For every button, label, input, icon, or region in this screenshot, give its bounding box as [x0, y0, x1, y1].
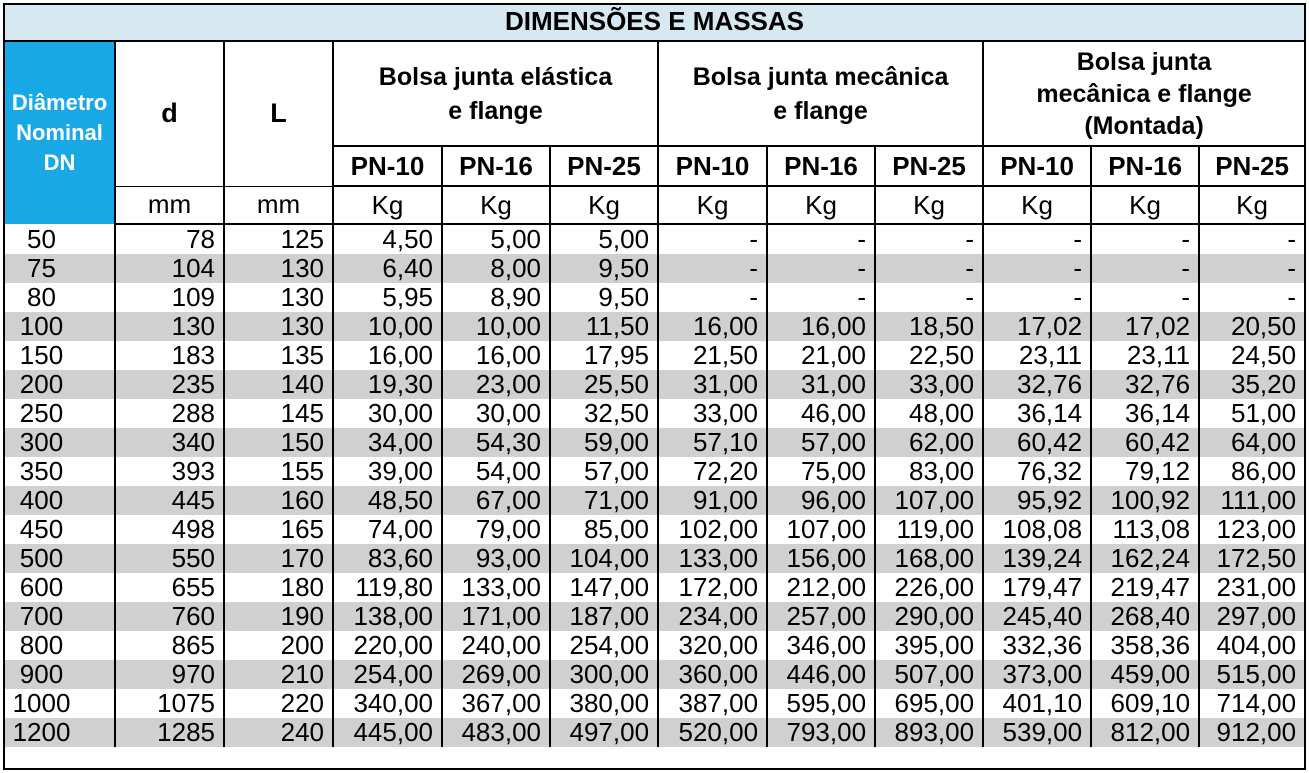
table-cell: 108,08 [983, 515, 1091, 544]
dn-header-line3: DN [43, 150, 76, 175]
table-cell: 57,00 [550, 457, 658, 486]
table-cell: 1285 [115, 718, 224, 747]
table-cell: 240 [224, 718, 333, 747]
table-cell: 212,00 [767, 573, 875, 602]
table-cell: 31,00 [658, 370, 767, 399]
group2-line2: e flange [773, 96, 868, 125]
dn-cell: 150 [5, 341, 115, 370]
unit-cell: Kg [767, 186, 875, 224]
table-cell: 497,00 [550, 718, 658, 747]
table-cell: 235 [115, 370, 224, 399]
table-cell: 16,00 [442, 341, 550, 370]
table-cell: 130 [224, 283, 333, 312]
table-cell: 133,00 [658, 544, 767, 573]
unit-cell: Kg [1091, 186, 1199, 224]
table-cell: 76,32 [983, 457, 1091, 486]
table-cell: 156,00 [767, 544, 875, 573]
unit-cell: mm [224, 186, 333, 224]
table-cell: 183 [115, 341, 224, 370]
dn-cell: 450 [5, 515, 115, 544]
table-cell: 4,50 [333, 224, 442, 254]
table-cell: 520,00 [658, 718, 767, 747]
table-cell: 119,80 [333, 573, 442, 602]
dn-cell: 900 [5, 660, 115, 689]
table-cell: 138,00 [333, 602, 442, 631]
dn-header-line2: Nominal [16, 120, 103, 145]
table-row [5, 602, 1304, 631]
table-cell: 21,50 [658, 341, 767, 370]
table-cell: 59,00 [550, 428, 658, 457]
unit-cell: Kg [550, 186, 658, 224]
table-cell: 64,00 [1199, 428, 1304, 457]
dn-cell: 350 [5, 457, 115, 486]
table-cell: 459,00 [1091, 660, 1199, 689]
table-cell: 145 [224, 399, 333, 428]
table-cell: 48,50 [333, 486, 442, 515]
table-cell: 10,00 [333, 312, 442, 341]
dn-header-line1: Diâmetro [11, 90, 108, 115]
table-cell: 104,00 [550, 544, 658, 573]
dn-cell: 250 [5, 399, 115, 428]
table-cell: - [767, 224, 875, 254]
table-row [5, 515, 1304, 544]
table-cell: 609,10 [1091, 689, 1199, 718]
table-cell: 130 [224, 254, 333, 283]
table-cell: 60,42 [1091, 428, 1199, 457]
table-cell: - [1091, 283, 1199, 312]
table-cell: 18,50 [875, 312, 983, 341]
unit-cell: Kg [333, 186, 442, 224]
table-cell: 16,00 [658, 312, 767, 341]
unit-cell: Kg [442, 186, 550, 224]
table-cell: 180 [224, 573, 333, 602]
table-cell: 245,40 [983, 602, 1091, 631]
table-cell: 219,47 [1091, 573, 1199, 602]
pn-header: PN-10 [333, 146, 442, 186]
table-cell: 93,00 [442, 544, 550, 573]
table-row [5, 544, 1304, 573]
table-cell: 11,50 [550, 312, 658, 341]
table-cell: 25,50 [550, 370, 658, 399]
table-cell: 57,10 [658, 428, 767, 457]
table-cell: 32,76 [1091, 370, 1199, 399]
table-cell: 8,00 [442, 254, 550, 283]
table-cell: 912,00 [1199, 718, 1304, 747]
table-cell: 54,30 [442, 428, 550, 457]
table-cell: 23,11 [983, 341, 1091, 370]
table-cell: 104 [115, 254, 224, 283]
table-row [5, 689, 1304, 718]
table-cell: 71,00 [550, 486, 658, 515]
table-cell: 162,24 [1091, 544, 1199, 573]
table-cell: - [983, 283, 1091, 312]
table-cell: 30,00 [442, 399, 550, 428]
group3-line1: Bolsa junta [1076, 47, 1212, 76]
table-cell: 123,00 [1199, 515, 1304, 544]
table-cell: 79,12 [1091, 457, 1199, 486]
table-cell: - [658, 254, 767, 283]
group3-line2: mecânica e flange [1036, 79, 1252, 108]
table-cell: 34,00 [333, 428, 442, 457]
table-cell: 498 [115, 515, 224, 544]
table-cell: 54,00 [442, 457, 550, 486]
table-cell: 539,00 [983, 718, 1091, 747]
table-cell: 595,00 [767, 689, 875, 718]
table-cell: 168,00 [875, 544, 983, 573]
table-cell: 445,00 [333, 718, 442, 747]
table-cell: 187,00 [550, 602, 658, 631]
table-cell: 72,20 [658, 457, 767, 486]
table-cell: 404,00 [1199, 631, 1304, 660]
table-cell: 970 [115, 660, 224, 689]
table-cell: 107,00 [875, 486, 983, 515]
table-cell: 515,00 [1199, 660, 1304, 689]
table-cell: 17,02 [1091, 312, 1199, 341]
table-cell: 60,42 [983, 428, 1091, 457]
table-cell: 254,00 [333, 660, 442, 689]
table-cell: 133,00 [442, 573, 550, 602]
table-cell: 85,00 [550, 515, 658, 544]
table-cell: 190 [224, 602, 333, 631]
table-cell: 51,00 [1199, 399, 1304, 428]
table-cell: 550 [115, 544, 224, 573]
table-cell: 57,00 [767, 428, 875, 457]
dn-cell: 500 [5, 544, 115, 573]
table-row [5, 718, 1304, 747]
pn-header: PN-10 [983, 146, 1091, 186]
table-row [5, 486, 1304, 515]
table-cell: 387,00 [658, 689, 767, 718]
table-cell: 19,30 [333, 370, 442, 399]
table-cell: 332,36 [983, 631, 1091, 660]
dimensions-table [5, 42, 1304, 747]
table-cell: - [983, 254, 1091, 283]
table-cell: 62,00 [875, 428, 983, 457]
table-cell: 220 [224, 689, 333, 718]
table-cell: 17,02 [983, 312, 1091, 341]
table-cell: 1075 [115, 689, 224, 718]
table-cell: 9,50 [550, 254, 658, 283]
table-cell: 36,14 [1091, 399, 1199, 428]
unit-cell: Kg [658, 186, 767, 224]
group-header-elastica [333, 42, 658, 146]
table-cell: 226,00 [875, 573, 983, 602]
table-cell: 340,00 [333, 689, 442, 718]
table-cell: 760 [115, 602, 224, 631]
table-row [5, 660, 1304, 689]
table-cell: 147,00 [550, 573, 658, 602]
group3-line3: (Montada) [1084, 111, 1204, 140]
table-row [5, 399, 1304, 428]
table-row [5, 370, 1304, 399]
table-body [5, 224, 1304, 747]
group1-line1: Bolsa junta elástica [378, 62, 613, 91]
table-cell: 220,00 [333, 631, 442, 660]
table-cell: 268,40 [1091, 602, 1199, 631]
table-cell: - [1199, 224, 1304, 254]
table-cell: 39,00 [333, 457, 442, 486]
table-cell: 300,00 [550, 660, 658, 689]
table-cell: 125 [224, 224, 333, 254]
table-cell: 507,00 [875, 660, 983, 689]
table-cell: 290,00 [875, 602, 983, 631]
table-cell: 109 [115, 283, 224, 312]
table-cell: 346,00 [767, 631, 875, 660]
table-cell: 367,00 [442, 689, 550, 718]
pn-header: PN-25 [1199, 146, 1304, 186]
table-cell: 380,00 [550, 689, 658, 718]
dn-cell: 1000 [5, 689, 115, 718]
table-cell: 179,47 [983, 573, 1091, 602]
table-cell: - [875, 283, 983, 312]
table-cell: 10,00 [442, 312, 550, 341]
l-header: L [224, 42, 333, 186]
table-cell: 75,00 [767, 457, 875, 486]
table-cell: 373,00 [983, 660, 1091, 689]
dn-header [5, 42, 115, 224]
table-cell: 100,92 [1091, 486, 1199, 515]
table-cell: - [1199, 283, 1304, 312]
table-cell: 240,00 [442, 631, 550, 660]
table-cell: 340 [115, 428, 224, 457]
table-cell: - [875, 224, 983, 254]
table-row [5, 457, 1304, 486]
table-cell: 31,00 [767, 370, 875, 399]
table-cell: 16,00 [333, 341, 442, 370]
group1-line2: e flange [448, 96, 543, 125]
dn-cell: 1200 [5, 718, 115, 747]
table-cell: 23,00 [442, 370, 550, 399]
table-cell: 714,00 [1199, 689, 1304, 718]
table-cell: 320,00 [658, 631, 767, 660]
table-cell: 78 [115, 224, 224, 254]
table-cell: 8,90 [442, 283, 550, 312]
group-header-montada [983, 42, 1304, 146]
table-cell: 113,08 [1091, 515, 1199, 544]
table-cell: 200 [224, 631, 333, 660]
table-cell: 91,00 [658, 486, 767, 515]
unit-cell: Kg [1199, 186, 1304, 224]
table-cell: 107,00 [767, 515, 875, 544]
table-cell: 358,36 [1091, 631, 1199, 660]
table-cell: 395,00 [875, 631, 983, 660]
table-cell: 655 [115, 573, 224, 602]
table-cell: - [875, 254, 983, 283]
table-cell: 74,00 [333, 515, 442, 544]
table-cell: - [767, 254, 875, 283]
pn-header: PN-25 [875, 146, 983, 186]
table-cell: 130 [224, 312, 333, 341]
table-cell: - [658, 283, 767, 312]
table-cell: 150 [224, 428, 333, 457]
table-cell: 393 [115, 457, 224, 486]
table-cell: - [1091, 224, 1199, 254]
dn-cell: 100 [5, 312, 115, 341]
table-cell: 33,00 [658, 399, 767, 428]
table-cell: - [983, 224, 1091, 254]
table-cell: 20,50 [1199, 312, 1304, 341]
unit-cell: Kg [983, 186, 1091, 224]
table-cell: 48,00 [875, 399, 983, 428]
dn-cell: 800 [5, 631, 115, 660]
table-cell: 139,24 [983, 544, 1091, 573]
table-cell: 793,00 [767, 718, 875, 747]
table-cell: 170 [224, 544, 333, 573]
table-cell: 23,11 [1091, 341, 1199, 370]
table-cell: 360,00 [658, 660, 767, 689]
table-row [5, 254, 1304, 283]
dn-cell: 700 [5, 602, 115, 631]
table-cell: 865 [115, 631, 224, 660]
table-cell: 16,00 [767, 312, 875, 341]
table-cell: 79,00 [442, 515, 550, 544]
table-row [5, 573, 1304, 602]
unit-cell: mm [115, 186, 224, 224]
table-cell: 95,92 [983, 486, 1091, 515]
table-cell: 111,00 [1199, 486, 1304, 515]
table-cell: 83,60 [333, 544, 442, 573]
table-row [5, 341, 1304, 370]
table-cell: 234,00 [658, 602, 767, 631]
table-cell: 231,00 [1199, 573, 1304, 602]
table-cell: 695,00 [875, 689, 983, 718]
dn-cell: 300 [5, 428, 115, 457]
table-cell: 96,00 [767, 486, 875, 515]
table-cell: 155 [224, 457, 333, 486]
pn-header: PN-16 [442, 146, 550, 186]
table-cell: 5,95 [333, 283, 442, 312]
group2-line1: Bolsa junta mecânica [692, 62, 949, 91]
table-cell: 445 [115, 486, 224, 515]
table-cell: - [1199, 254, 1304, 283]
table-cell: 21,00 [767, 341, 875, 370]
table-row [5, 283, 1304, 312]
table-cell: 32,50 [550, 399, 658, 428]
table-cell: 46,00 [767, 399, 875, 428]
table-cell: 67,00 [442, 486, 550, 515]
table-cell: 893,00 [875, 718, 983, 747]
pn-header: PN-10 [658, 146, 767, 186]
table-row [5, 631, 1304, 660]
table-cell: 288 [115, 399, 224, 428]
table-cell: 36,14 [983, 399, 1091, 428]
table-cell: 86,00 [1199, 457, 1304, 486]
table-cell: 140 [224, 370, 333, 399]
table-cell: 24,50 [1199, 341, 1304, 370]
table-cell: 257,00 [767, 602, 875, 631]
table-cell: 401,10 [983, 689, 1091, 718]
table-title: DIMENSÕES E MASSAS [5, 5, 1304, 42]
table-cell: 446,00 [767, 660, 875, 689]
dimensions-table-frame [3, 3, 1306, 770]
dn-cell: 600 [5, 573, 115, 602]
table-cell: 30,00 [333, 399, 442, 428]
table-cell: 483,00 [442, 718, 550, 747]
dn-cell: 50 [5, 224, 115, 254]
table-cell: 171,00 [442, 602, 550, 631]
table-cell: 297,00 [1199, 602, 1304, 631]
table-cell: 172,50 [1199, 544, 1304, 573]
dn-cell: 400 [5, 486, 115, 515]
group-header-mecanica [658, 42, 983, 146]
pn-header: PN-25 [550, 146, 658, 186]
table-cell: 32,76 [983, 370, 1091, 399]
table-row [5, 312, 1304, 341]
table-cell: 160 [224, 486, 333, 515]
table-cell: 22,50 [875, 341, 983, 370]
table-row [5, 224, 1304, 254]
table-cell: 812,00 [1091, 718, 1199, 747]
table-cell: - [658, 224, 767, 254]
pn-header: PN-16 [1091, 146, 1199, 186]
table-cell: 5,00 [442, 224, 550, 254]
unit-cell: Kg [875, 186, 983, 224]
table-cell: 135 [224, 341, 333, 370]
table-cell: 35,20 [1199, 370, 1304, 399]
d-header: d [115, 42, 224, 186]
table-cell: 172,00 [658, 573, 767, 602]
table-cell: 6,40 [333, 254, 442, 283]
table-cell: 83,00 [875, 457, 983, 486]
dn-cell: 200 [5, 370, 115, 399]
table-cell: 210 [224, 660, 333, 689]
table-cell: 17,95 [550, 341, 658, 370]
table-cell: 9,50 [550, 283, 658, 312]
dn-cell: 75 [5, 254, 115, 283]
table-row [5, 428, 1304, 457]
dn-cell: 80 [5, 283, 115, 312]
table-cell: 119,00 [875, 515, 983, 544]
table-cell: - [1091, 254, 1199, 283]
table-cell: 102,00 [658, 515, 767, 544]
table-cell: 269,00 [442, 660, 550, 689]
table-cell: 254,00 [550, 631, 658, 660]
table-cell: 130 [115, 312, 224, 341]
table-cell: - [767, 283, 875, 312]
table-cell: 5,00 [550, 224, 658, 254]
table-cell: 165 [224, 515, 333, 544]
table-cell: 33,00 [875, 370, 983, 399]
pn-header: PN-16 [767, 146, 875, 186]
